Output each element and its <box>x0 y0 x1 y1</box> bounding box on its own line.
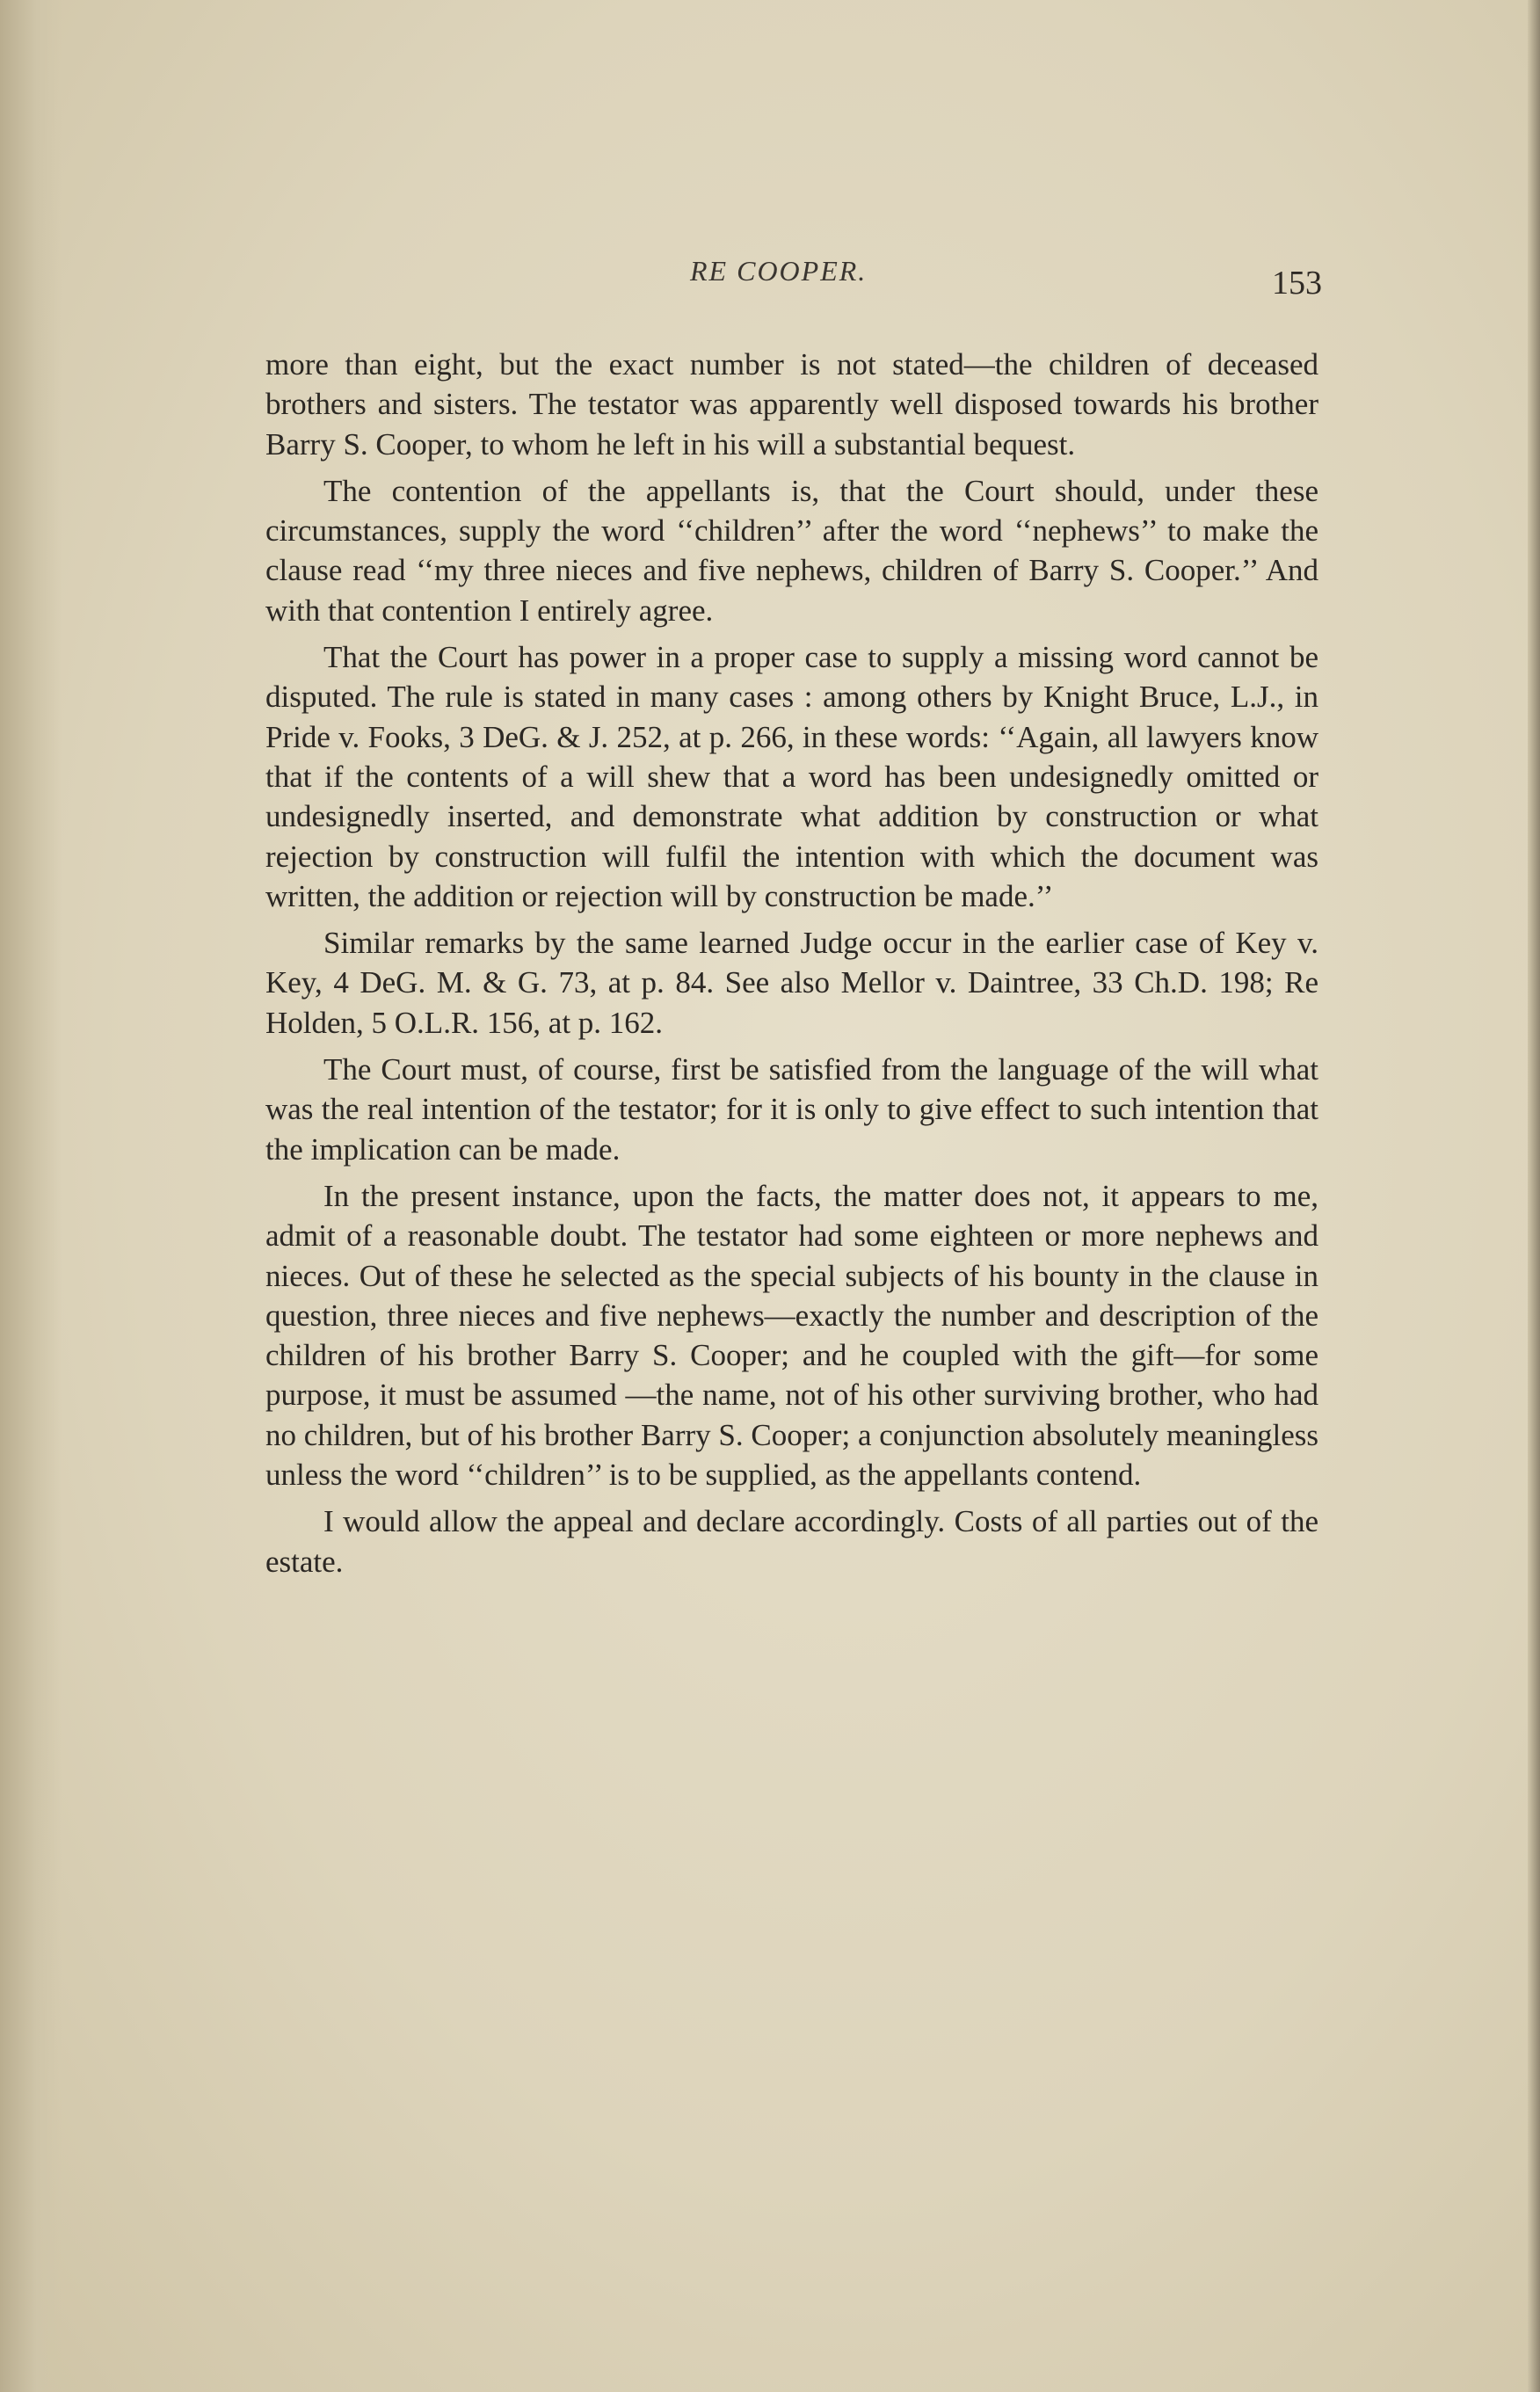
paragraph: The contention of the appellants is, that the Court should, under these circumstances, supply the word ‘‘children’’ after the word ‘‘nephews’’ to make the clause read ‘‘my three nieces and five nephews, children of Barry S. Cooper.’’ And with that contention I entirely agree. <box>265 473 1318 628</box>
page-edge-shadow <box>1528 0 1540 2392</box>
page-header <box>264 255 1327 308</box>
body-text <box>265 345 1318 1589</box>
running-head: RE COOPER. <box>690 255 868 287</box>
paragraph: That the Court has power in a proper case to supply a missing word cannot be disputed. The rule is stated in many cases : among others by Knight Bruce, L.J., in Pride v. Fooks, 3 DeG. & J. 252, at p. 266, in these words: ‘‘Again, all lawyers know that if the contents of a will shew that a word has been undesignedly omitted or undesignedly inserted, and demonstrate what addition by construction or what rejection by construction will fulfil the intention with which the document was written, the addition or rejection will by construction be made.’’ <box>265 640 1318 913</box>
page-number: 153 <box>1272 265 1322 302</box>
page-gutter-shadow <box>0 0 62 2392</box>
paragraph: I would allow the appeal and declare accordingly. Costs of all parties out of the estate. <box>265 1504 1318 1579</box>
paragraph: Similar remarks by the same learned Judge occur in the earlier case of Key v. Key, 4 DeG. M. & G. 73, at p. 84. See also Mellor v. Daintree, 33 Ch.D. 198; Re Holden, 5 O.L.R. 156, at p. 162. <box>265 926 1318 1040</box>
paragraph-continued: more than eight, but the exact number is not stated—the children of deceased brothers and sisters. The testator was apparently well disposed towards his brother Barry S. Cooper, to whom he left in his will a substantial bequest. <box>265 347 1318 462</box>
paragraph: In the present instance, upon the facts, the matter does not, it appears to me, admit of a reasonable doubt. The testator had some eighteen or more nephews and nieces. Out of these he selected as the special subjects of his bounty in the clause in question, three nieces and five nephews—exactly the number and description of the children of his brother Barry S. Cooper; and he coupled with the gift—for some purpose, it must be assumed —the name, not of his other surviving brother, who had no children, but of his brother Barry S. Cooper; a conjunction absolutely meaningless unless the word ‘‘children’’ is to be supplied, as the appellants contend. <box>265 1178 1318 1493</box>
paragraph: The Court must, of course, first be satisfied from the language of the will what was the real intention of the testator; for it is only to give effect to such intention that the implication can be made. <box>265 1052 1318 1167</box>
